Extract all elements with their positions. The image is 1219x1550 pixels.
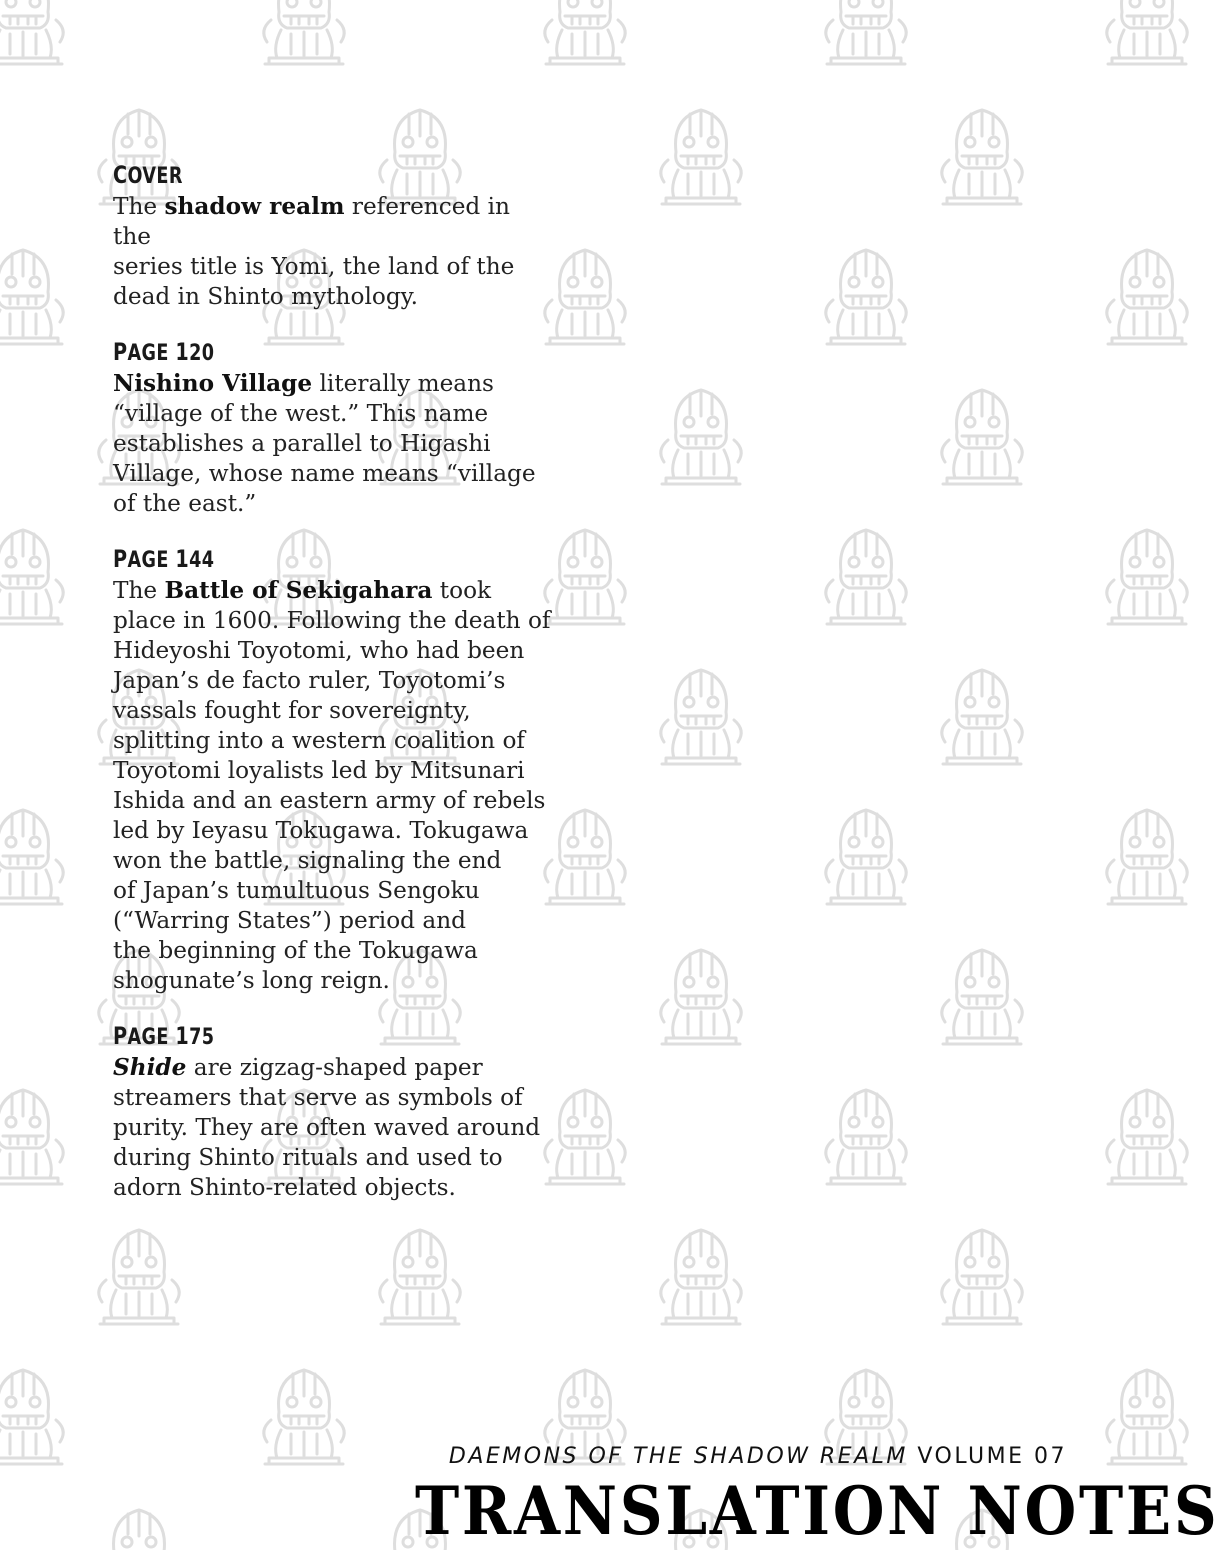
translation-notes-list [113, 160, 553, 1203]
guardian-lion-statue-icon [1107, 250, 1187, 344]
guardian-lion-statue-icon [545, 0, 625, 64]
guardian-lion-statue-icon [1107, 1090, 1187, 1184]
guardian-lion-statue-icon [0, 1090, 63, 1184]
guardian-lion-statue-icon [99, 1230, 179, 1324]
guardian-lion-statue-icon [0, 250, 63, 344]
guardian-lion-statue-icon [0, 0, 63, 64]
note-section [113, 337, 553, 519]
guardian-lion-statue-icon [1107, 530, 1187, 624]
guardian-lion-statue-icon [264, 1370, 344, 1464]
guardian-lion-statue-icon [661, 1230, 741, 1324]
guardian-lion-statue-icon [826, 1090, 906, 1184]
guardian-lion-statue-icon [1107, 1370, 1187, 1464]
page-title: TRANSLATION NOTES [415, 1472, 1219, 1550]
guardian-lion-statue-icon [942, 670, 1022, 764]
guardian-lion-statue-icon [942, 950, 1022, 1044]
guardian-lion-statue-icon [826, 810, 906, 904]
guardian-lion-statue-icon [545, 250, 625, 344]
note-body [113, 576, 553, 996]
note-term: Battle of Sekigahara [164, 577, 433, 604]
guardian-lion-statue-icon [380, 1230, 460, 1324]
guardian-lion-statue-icon [264, 0, 344, 64]
guardian-lion-statue-icon [0, 810, 63, 904]
note-text: The [113, 577, 165, 604]
guardian-lion-statue-icon [545, 530, 625, 624]
note-text: are zigzag-shaped paper streamers that serve as symbols of purity. They are often waved around during Shinto rituals and used to adorn Shinto-related objects. [113, 1054, 541, 1201]
note-text: literally means “village of the west.” This name establishes a parallel to Higashi Village, whose name means “village of the east.” [113, 370, 536, 517]
note-body [113, 192, 553, 312]
note-body [113, 369, 553, 519]
note-heading: PAGE 144 [113, 545, 215, 573]
note-term: shadow realm [164, 193, 345, 220]
volume-label: VOLUME 07 [917, 1444, 1067, 1469]
guardian-lion-statue-icon [661, 670, 741, 764]
guardian-lion-statue-icon [661, 390, 741, 484]
guardian-lion-statue-icon [942, 1230, 1022, 1324]
guardian-lion-statue-icon [1107, 0, 1187, 64]
guardian-lion-statue-icon [826, 250, 906, 344]
guardian-lion-statue-icon [661, 950, 741, 1044]
page-title-clipped [415, 1472, 1219, 1550]
series-title: DAEMONS OF THE SHADOW REALM [448, 1444, 908, 1469]
guardian-lion-statue-icon [0, 530, 63, 624]
note-heading: COVER [113, 161, 183, 189]
note-text: The [113, 193, 165, 220]
note-section [113, 544, 553, 996]
note-text: referenced in the series title is Yomi, the land of the dead in Shinto mythology. [113, 193, 515, 310]
note-section [113, 160, 553, 312]
note-heading: PAGE 175 [113, 1022, 215, 1050]
guardian-lion-statue-icon [545, 810, 625, 904]
guardian-lion-statue-icon [545, 1090, 625, 1184]
note-term: Shide [113, 1054, 187, 1081]
guardian-lion-statue-icon [99, 1510, 179, 1550]
note-body [113, 1053, 553, 1203]
guardian-lion-statue-icon [661, 110, 741, 204]
guardian-lion-statue-icon [1107, 810, 1187, 904]
note-term: Nishino Village [113, 370, 313, 397]
guardian-lion-statue-icon [0, 1370, 63, 1464]
guardian-lion-statue-icon [942, 390, 1022, 484]
guardian-lion-statue-icon [942, 110, 1022, 204]
note-section [113, 1021, 553, 1203]
guardian-lion-statue-icon [826, 530, 906, 624]
note-text: took place in 1600. Following the death of Hideyoshi Toyotomi, who had been Japan’s de facto ruler, Toyotomi’s vassals fought for sovereignty, splitting into a western coalition of Toyotomi loyalists led by Mitsunari Ishida and an eastern army of rebels led by Ieyasu Tokugawa. Tokugawa won the battle, signaling the end of Japan’s tumultuous Sengoku (“Warring States”) period and the beginning of the Tokugawa shogunate’s long reign. [113, 577, 551, 994]
footer-series-line [449, 1444, 1067, 1469]
note-heading: PAGE 120 [113, 338, 215, 366]
guardian-lion-statue-icon [826, 0, 906, 64]
